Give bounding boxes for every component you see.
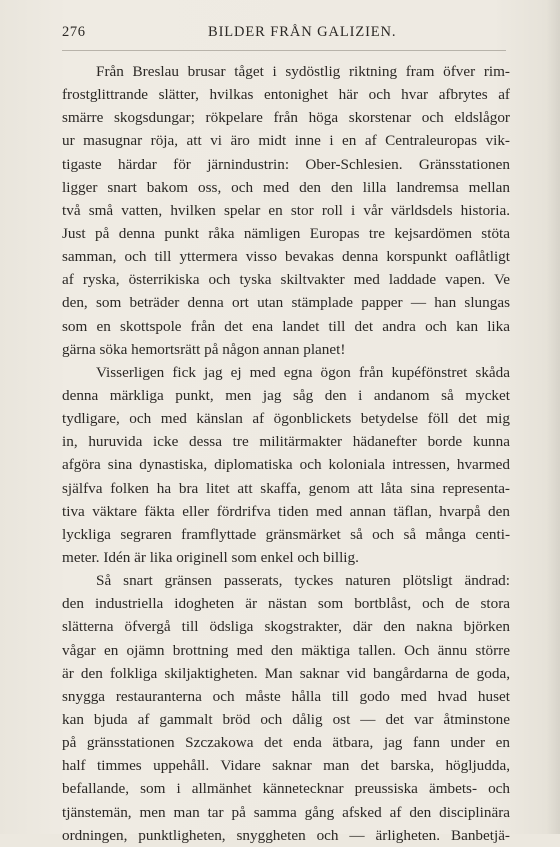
text-line: in, huruvida icke dessa tre militärmakter hädanefter borde kunna [62, 433, 510, 451]
text-line: frostglittrande slätter, hvilkas entonighet här och hvar afbrytes af [62, 86, 510, 104]
header-rule [62, 50, 506, 51]
text-line: samman, och till yttermera visso bevakas denna korspunkt oaflåtligt [62, 248, 510, 266]
text-line: Just på denna punkt råka nämligen Europas tre kejsardömen stöta [62, 224, 510, 242]
text-line: af ryska, österrikiska och tyska skiltvakter med laddade vapen. Ve [62, 271, 510, 289]
body-text [62, 60, 510, 847]
text-line: afgöra sina dynastiska, diplomatiska och koloniala intressen, hvarmed [62, 456, 510, 474]
text-line: kan bjuda af gammalt bröd och dålig ost — det var åtminstone [62, 710, 510, 728]
text-line: vågar en ojämn brottning med den mäktiga tallen. Och ännu större [62, 641, 510, 659]
text-line: ordningen, punktligheten, snyggheten och — ärligheten. Banbetjä- [62, 826, 510, 844]
text-line: tjänstemän, men man tar på samma gång afsked af den disciplinära [62, 803, 510, 821]
text-line: ligger snart bakom oss, och med den den lilla landremsa mellan [62, 178, 510, 196]
text-line: befallande, som i allmänhet kännetecknar preussiska ämbets- och [62, 780, 510, 798]
text-line: meter. Idén är lika originell som enkel och billig. [62, 548, 359, 566]
text-line: den industriella idogheten är nästan som bortblåst, och de stora [62, 595, 510, 613]
text-line: tiva väktare fäkta eller fördrifva tiden med annan täflan, hvarpå den [62, 502, 510, 520]
page-header [62, 24, 510, 46]
text-line: denna märkliga punkt, men jag såg den i andanom så mycket [62, 386, 510, 404]
text-line: är den folkliga skiljaktigheten. Man saknar vid bangårdarna de goda, [62, 664, 510, 682]
page-number: 276 [62, 24, 86, 40]
text-line: ur masugnar röja, att vi äro midt inne i en af Centraleuropas vik- [62, 132, 510, 150]
text-line: tigaste härdar för järnindustrin: Ober-Schlesien. Gränsstationen [62, 155, 510, 173]
text-line: som en skottspole från det ena landet till det andra och kan lika [62, 317, 510, 335]
text-line: slätterna öfvergå till ödsliga skogstrakter, där den nakna björken [62, 618, 510, 636]
text-line: på gränsstationen Szczakowa det enda ätbara, jag fann under en [62, 734, 510, 752]
page-edge-shadow [546, 0, 560, 834]
text-line: snygga restauranterna och måste hålla till godo med hvad huset [62, 687, 510, 705]
text-line: två små vatten, hvilken spelar en stor roll i vår världsdels historia. [62, 201, 510, 219]
text-line: half timmes uppehåll. Vidare saknar man det barska, högljudda, [62, 757, 510, 775]
text-line: gärna söka hemortsrätt på någon annan planet! [62, 340, 346, 358]
text-line: Visserligen fick jag ej med egna ögon från kupéfönstret skåda [96, 363, 510, 381]
text-line: tydligare, och med känslan af ögonblickets betydelse föll det mig [62, 410, 510, 428]
text-line: smärre skogsdungar; rökpelare från höga skorstenar och eldslågor [62, 109, 510, 127]
text-line: Så snart gränsen passerats, tyckes naturen plötsligt ändrad: [96, 572, 510, 590]
text-line: lyckliga segraren framflyttade gränsmärket så och så många centi- [62, 525, 510, 543]
text-line: den, som beträder denna ort utan stämplade papper — han slungas [62, 294, 510, 312]
text-line: själfva folken ha bra litet att skaffa, genom att låta sina representa- [62, 479, 510, 497]
running-head: BILDER FRÅN GALIZIEN. [208, 24, 397, 40]
text-line: Från Breslau brusar tåget i sydöstlig riktning fram öfver rim- [96, 63, 510, 80]
